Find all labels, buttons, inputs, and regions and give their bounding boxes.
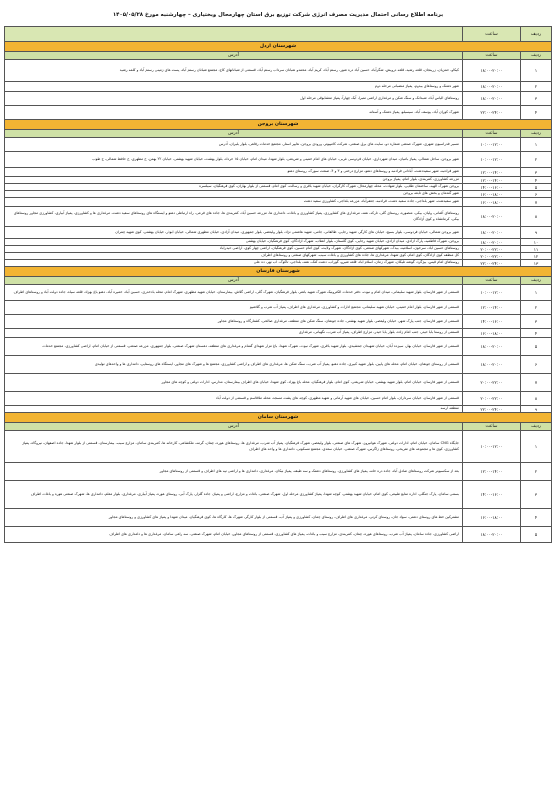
time-range: ۱۸:۰۰-۲۰:۰۰ xyxy=(463,527,521,543)
address-column-header: آدرس xyxy=(5,52,463,60)
table-row xyxy=(5,177,552,184)
table-row xyxy=(5,463,552,481)
time-range: ۱۸:۰۰-۲۰:۰۰ xyxy=(463,239,521,246)
table-row xyxy=(5,527,552,543)
row-number: ۸ xyxy=(521,392,552,406)
row-column-header: ردیف xyxy=(521,52,552,60)
row-number: ۱ xyxy=(521,138,552,152)
table-row xyxy=(5,82,552,92)
address-text: قسمتی از شهر فارسان، خیابان امام، بلوار شهید بهشتی، خیابان شریعتی، کوی امام، بلوار فرهنگیان، محله باغ بهزاد، کوی شهدا، خیابان های اطراف بیمارستان، مدارس، ادارات دولتی و کوچه های مجاور xyxy=(5,374,463,392)
table-body xyxy=(5,27,552,543)
address-text: بروجن، شهرک فاطمیه، پارک آزادی، میدان آزادی، خیابان شهید رجایی، کوی گلستان، بلوار انقلاب، شهرک آزادگان، کوی فرهنگیان، خیابان بهشتی xyxy=(5,239,463,246)
address-column-header: آدرس xyxy=(5,423,463,431)
address-text: شهر دشتک و روستاهای بیدوم، پمپاژ منصبانی مرحله دوم xyxy=(5,82,463,92)
time-range: ۲۲:۰۰-۲۴:۰۰ xyxy=(463,260,521,267)
table-row xyxy=(5,315,552,329)
row-number: ۴ xyxy=(521,177,552,184)
row-number: ۳ xyxy=(521,168,552,177)
address-text: روستاهای الیاس آباد، شبدانک و سنگ شکن و مرغداری اراضی تمبرا، آبک چهارآ، پمپاژ تمشابوقی مرحله اول xyxy=(5,92,463,106)
address-text: روستاهای آلمانی، ولیان، بیکی، منصوره، روستای گلی، تارکه، نقنه، مرغداری های کشاورزی، پمپاژ کشاورزی و باغات، دامداری ها، مزرعه حسین آباد، کمربندی ها، جاده های فرعی، راه ارتباطی دهنو و ایستگاه های روستاهای سفید دشت، مرغداری ها و کشاورزی، پمپاژ آبیاری، کشاورزی مجاور روستاهای بیکی، کرمانشاه و کوی آزادگان xyxy=(5,207,463,227)
city-name: شهرستان بروجن xyxy=(5,120,552,130)
time-range: ۱۰:۰۰-۱۲:۰۰ xyxy=(463,285,521,301)
row-column-header: ردیف xyxy=(521,27,552,42)
time-range: ۱۲:۰۰-۱۴:۰۰ xyxy=(463,301,521,315)
row-number: ۱۰ xyxy=(521,239,552,246)
address-text: روستاهای حسین آباد، سرخون، اسلامیه، بیدک، شهرکهای صنعتی، کوی آزادگان، شهرک ولایت، کوی امام حسین، کوی فرهنگیان، اراضی چهار کوی، اراضی حیدرآباد xyxy=(5,246,463,253)
time-range: ۱۶:۰۰-۱۸:۰۰ xyxy=(463,329,521,338)
table-row xyxy=(5,253,552,260)
table-row xyxy=(5,106,552,120)
table-row xyxy=(5,92,552,106)
table-row xyxy=(5,207,552,227)
row-number: ۱۲ xyxy=(521,253,552,260)
table-row xyxy=(5,481,552,509)
header-blank-cell xyxy=(5,27,463,42)
row-number: ۷ xyxy=(521,198,552,207)
table-row xyxy=(5,301,552,315)
address-text: کل منطقه کوی آزادگان، کوی امام، کوی شهدا، مرغداری ها، جاده های کشاورزی و باغات سیب، شهرکهای صنعتی و روستاهای اطراف xyxy=(5,253,463,260)
city-section-header xyxy=(5,42,552,52)
time-range: ۱۰:۰۰-۱۲:۰۰ xyxy=(463,152,521,168)
row-number: ۶ xyxy=(521,356,552,374)
time-range: ۱۲:۰۰-۱۴:۰۰ xyxy=(463,168,521,177)
outage-schedule-table xyxy=(4,26,552,543)
address-text: بروجن شهرک الهیه، ساختمان طلایی، بلوار شهادت، محله چهارمحال، شهرک کارگران، خیابان شهید باقری و رسالت، کوی امام، قسمتی از بلوار بهاران، کوی فرهنگیان، سیلسره xyxy=(5,184,463,191)
row-number: ۱۱ xyxy=(521,246,552,253)
table-row xyxy=(5,338,552,356)
time-range: ۱۲:۰۰-۱۴:۰۰ xyxy=(463,463,521,481)
row-number: ۱ xyxy=(521,285,552,301)
row-column-header: ردیف xyxy=(521,277,552,285)
time-range: ۱۲:۰۰-۱۴:۰۰ xyxy=(463,177,521,184)
row-number: ۸ xyxy=(521,207,552,227)
time-range: ۲۰:۰۰-۲۲:۰۰ xyxy=(463,253,521,260)
address-text: قسمتی از شهر فارسان، خیابان بهار، سیزده آبان، خیابان شهیدان جمشیدی، بلوار شهید باقری، شهرک نبوت، شهرک شهدا، باغ مزار شهدای گمنام و مرغداری های منطقه، دهستان شهرک صنعتی، بلوار جمهوری، مزرعه صنعتی، قسمتی از خیابان امام، اراضی کشاورزی، مجتمع خدمات xyxy=(5,338,463,356)
column-header-row xyxy=(5,423,552,431)
time-range: ۲۲:۰۰-۲۴:۰۰ xyxy=(463,106,521,120)
time-range: ۱۸:۰۰-۲۰:۰۰ xyxy=(463,60,521,82)
city-name: شهرستان سامان xyxy=(5,413,552,423)
address-text: قسمتی از شهر فارسان، خیابان سرداران، بلوار امام حسین، خیابان های شهید آرمانی و شهید مطهری، کوچه های پشت مسجد، محله ملاقاسم و قسمتی از دولت آباد xyxy=(5,392,463,406)
table-row xyxy=(5,356,552,374)
address-text: اراضی کشاورزی، جاده سامان، پمپاژ آب شرب، روستاهای هوره، چمان، کمربندی، مزارع سیب و باغات، پمپاژ های کشاورزی، قسمتی از روستاهای مجاور، خیابان امام، شهرک صنعتی، سه راهی سامان، مرغداری ها و دامداری های اطراف xyxy=(5,527,463,543)
row-number: ۲ xyxy=(521,82,552,92)
time-column-header: ساعت xyxy=(463,423,521,431)
row-number: ۹ xyxy=(521,227,552,239)
column-header-row xyxy=(5,277,552,285)
row-number: ۴ xyxy=(521,509,552,527)
city-section-header xyxy=(5,413,552,423)
row-number: ۱ xyxy=(521,60,552,82)
row-column-header: ردیف xyxy=(521,423,552,431)
row-number: ۲ xyxy=(521,152,552,168)
address-text: مسیر فدراسیون شهری، شهرک صنعتی شماره دو، سایت های برق صنعتی، شرکت کامپیوتر، ورودی بروجن، هایپر استار، مجتمع خدمات رفاهی، بلوار بلیران، آدرس xyxy=(5,138,463,152)
table-row xyxy=(5,227,552,239)
address-text: قسمتی از شهر فارسان، بلوار امام خمینی، خیابان شهید سلیمانی، مجتمع ادارات و کشاورزی، مرغداری های اطراف، پمپاژ آب شرب و گلاشیو xyxy=(5,301,463,315)
row-number: ۴ xyxy=(521,329,552,338)
city-name: شهرستان فارسان xyxy=(5,267,552,277)
row-number: ۶ xyxy=(521,191,552,198)
table-row xyxy=(5,152,552,168)
time-range: ۱۸:۰۰-۲۰:۰۰ xyxy=(463,207,521,227)
city-section-header xyxy=(5,267,552,277)
row-number: ۱۳ xyxy=(521,260,552,267)
row-number: ۲ xyxy=(521,301,552,315)
time-range: ۲۰:۰۰-۲۲:۰۰ xyxy=(463,374,521,392)
address-text: شهر فرادنبه، شهر سفیددشت، آبادانی فرادنبه و روستاهای دهنو، مزارع درختی و ۳ و ۴، صنعت سورک، روستای دهنو xyxy=(5,168,463,177)
time-range: ۱۴:۰۰-۱۶:۰۰ xyxy=(463,184,521,191)
table-row xyxy=(5,374,552,392)
row-number: ۳ xyxy=(521,315,552,329)
address-text: قسمتی از روستا بابا حیدر، جنب امام زاده، بلوار بابا حیدر، مزارع اطراف، پمپاژ آب شرب، نگهبانی، مرغداری xyxy=(5,329,463,338)
time-range: ۱۸:۰۰-۲۰:۰۰ xyxy=(463,227,521,239)
time-range: ۱۴:۰۰-۱۶:۰۰ xyxy=(463,481,521,509)
row-number: ۱ xyxy=(521,431,552,463)
time-range: ۱۸:۰۰-۲۰:۰۰ xyxy=(463,338,521,356)
column-header-row xyxy=(5,130,552,138)
address-text: منطقه ارسه xyxy=(5,406,463,413)
address-text: مشترکین خط های روستای دشتی، سواد جان، روستای کرتی، مرغداری های اطراف، روستای چمان، کشاورزی و پمپاژ آب، قسمتی از بلوار کارگر، شهرک ها، کارگاه ها، کوی فرهنگیان، میدان شهدا و پمپاژ های کشاورزی و روستاهای مجاور xyxy=(5,509,463,527)
address-text: روستاهای امام قیس، بیژگرد، گوشه تلیکان، شهرک زمان، اسلام آباد، قلعه شیرو، گوراب، دشت کتک، نقنه، بلداجی، تاکوک، آب نهر، ده علی xyxy=(5,260,463,267)
row-number: ۵ xyxy=(521,184,552,191)
address-text: قسمتی از شهر فارسان، جنب پارک شهر، خیابان ولیعصر، بلوار شهید بهشتی، جاده جونقان، سنگ شکن های منطقه، مرغداری صالحی، کشتارگاه و روستاهای مجاور xyxy=(5,315,463,329)
row-number: ۷ xyxy=(521,374,552,392)
table-row xyxy=(5,329,552,338)
address-text: شهر بروجن، ساحل شمالی، پمپاژ بامیان، میدان شهرداری، خیابان فردوسی غربی، خیابان های امام خمینی و شریعتی، بلوار شهدا، میدان امام، خیابان ۱۵ خرداد، بلوار بهشت، خیابان شهید بهشتی، خیابان ۲۲ بهمن، خ مطهری، خ حافظ شمالی، خ طوب xyxy=(5,152,463,168)
time-column-header: ساعت xyxy=(463,52,521,60)
time-range: ۲۲:۰۰-۲۴:۰۰ xyxy=(463,406,521,413)
page-title: برنامه اطلاع رسانی احتمال مدیریت مصرف انرژی شرکت توزیع برق استان چهارمحال وبختیاری – چهارشنبه مورخ ۱۴۰۵/۰۵/۲۸ xyxy=(112,12,444,18)
time-range: ۱۸:۰۰-۲۰:۰۰ xyxy=(463,82,521,92)
address-text: بعد از سکسیونر شرکت روستاهای صادق آباد، جاده دره خانه، پمپاژ های کشاورزی، روستاهای دشتک و سه طبقه، پمپاژ نیکان، مرغداری، دامداری ها و اراضی تپه های اطراف و قسمتی از روستاهای مجاور xyxy=(5,463,463,481)
table-row xyxy=(5,285,552,301)
time-range: ۱۰:۰۰-۱۲:۰۰ xyxy=(463,138,521,152)
row-number: ۵ xyxy=(521,527,552,543)
address-text: قسمتی از روستای جونقان، خیابان امام، محله های پایین، بلوار شهید کبیری، جاده دهنو، پمپاژ آب شرب، سنگ شکن ها، مرغداری های اطراف و اراضی کشاورزی، مجتمع ها و شهرک های مجاور، ایستگاه های روستایی، دامداری ها و واحدهای تولیدی xyxy=(5,356,463,374)
address-text: شهرک کوران آباد، یوسف آباد، سیسبلو، پمپاژ دشتک و آستانه xyxy=(5,106,463,120)
time-range: ۱۶:۰۰-۱۸:۰۰ xyxy=(463,198,521,207)
table-row xyxy=(5,406,552,413)
address-text: بستنی سامان، پارک جنگلی، اداره منابع طبیعی، کوی امام، خیابان شهید بهشتی، کوچه شهدا، پمپاژ کشاورزی مرحله اول، شهرک صنعتی، باغات و مزارع، اراضی و پمپاژ، جاده گلزار، پارک آبی، روستای هوره، پمپاژ آبیاری، مرغداری، بلوار معلم، دامداری ها، شهرک صنعتی هوره و باغات اطراف xyxy=(5,481,463,509)
table-row xyxy=(5,246,552,253)
table-row xyxy=(5,260,552,267)
table-row xyxy=(5,138,552,152)
row-number: ۹ xyxy=(521,406,552,413)
time-range: ۱۸:۰۰-۲۰:۰۰ xyxy=(463,356,521,374)
row-number: ۳ xyxy=(521,92,552,106)
address-text: شهر گندمان و بخش های تابعه بروجن xyxy=(5,191,463,198)
city-name: شهرستان اردل xyxy=(5,42,552,52)
column-header-row xyxy=(5,52,552,60)
time-range: ۲۰:۰۰-۲۲:۰۰ xyxy=(463,392,521,406)
address-column-header: آدرس xyxy=(5,130,463,138)
document-page xyxy=(4,0,552,543)
table-header xyxy=(5,27,552,42)
table-row xyxy=(5,60,552,82)
table-row xyxy=(5,239,552,246)
time-range: ۱۸:۰۰-۲۰:۰۰ xyxy=(463,92,521,106)
row-number: ۵ xyxy=(521,338,552,356)
time-range: ۱۶:۰۰-۱۸:۰۰ xyxy=(463,191,521,198)
address-text: کیکاو، حمزیان، زرینجان، قلعه رشید، قلعه درویش، شگرآباد، حسین آباد دره شور، رستم آباد، کریم آباد، محمدو شبانان سرداب رستم آباد، قسمتی از شبانانهای کاج، مجتمع شبانان رستم آباد، پست های زمینی رستم آباد و کلمه رشید xyxy=(5,60,463,82)
time-column-header: ساعت xyxy=(463,277,521,285)
row-column-header: ردیف xyxy=(521,130,552,138)
row-number: ۲ xyxy=(521,463,552,481)
row-number: ۴ xyxy=(521,106,552,120)
city-section-header xyxy=(5,120,552,130)
address-column-header: آدرس xyxy=(5,277,463,285)
table-row xyxy=(5,168,552,177)
time-range: ۲۰:۰۰-۲۲:۰۰ xyxy=(463,246,521,253)
time-range: ۱۴:۰۰-۱۶:۰۰ xyxy=(463,315,521,329)
time-column-header: ساعت xyxy=(463,27,521,42)
address-text: مزرعه کشاورزی، کمربندی، بلوار امام، پمپاژ بروجن xyxy=(5,177,463,184)
table-row xyxy=(5,431,552,463)
row-number: ۳ xyxy=(521,481,552,509)
address-text: شهر سفیدشت، شهر بلداجی، جاده سفید دشت، فرادنبه، جعفرآباد، مزرعه بلداجی، کشاورزی سفید دشت xyxy=(5,198,463,207)
address-text: جایگاه CNG سامان، خیابان امام، ادارات دولتی، شهرک هوانیروز، شهرک های صنعتی، بلوار ولیعصر، شهرک فرهنگیان، پمپاژ آب شرب، مرغداری ها، روستاهای هوره، چمان، گرمه، ملکشاهی، کارخانه ها، کمربندی سامان، مزارع سیب، بیمارستان، قسمتی از بلوار شهدا، جاده اصفهان، نیروگاه، پمپاژ کشاورزی، کوی ها و مجموعه های تفریحی، روستاهای زاگرس، شهرک صنعتی، خیابان سعدی، مجتمع مسکونی، دامداری ها و واحد های اطراف xyxy=(5,431,463,463)
address-text: شهر بروجن شمالی، خیابان فردوسی، بلوار بسیج، خیابان های کارگر، شهید رجایی، طالقانی، جامی، شهید هاشمی نژاد، بلوار ولیعصر، بلوار جمهوری، میدان آزادی، خیابان مطهری شمالی، خیابان ابوذر، خیابان بهشتی، کوی شهید چمران xyxy=(5,227,463,239)
time-column-header: ساعت xyxy=(463,130,521,138)
address-text: قسمتی از شهر فارسان، بلوار شهید سلیمانی، میدان امام و نبوت، دفتر خدمات الکترونیک شهرک شهید باهنر، بلوار فرهنگیان، شهرک گلی، اراضی گلاش، بیمارستان، خیابان شهید مطهری، شهرک امام، محله بادخدری، حسین آباد، خمیره آباد، دهنو باغ بهزاد، قلعه سیاه، جاده دولت آباد و روستاهای اطراف xyxy=(5,285,463,301)
time-range: ۱۰:۰۰-۱۲:۰۰ xyxy=(463,431,521,463)
table-row xyxy=(5,198,552,207)
time-range: ۱۶:۰۰-۱۸:۰۰ xyxy=(463,509,521,527)
table-row xyxy=(5,509,552,527)
table-row xyxy=(5,191,552,198)
table-row xyxy=(5,184,552,191)
table-row xyxy=(5,392,552,406)
